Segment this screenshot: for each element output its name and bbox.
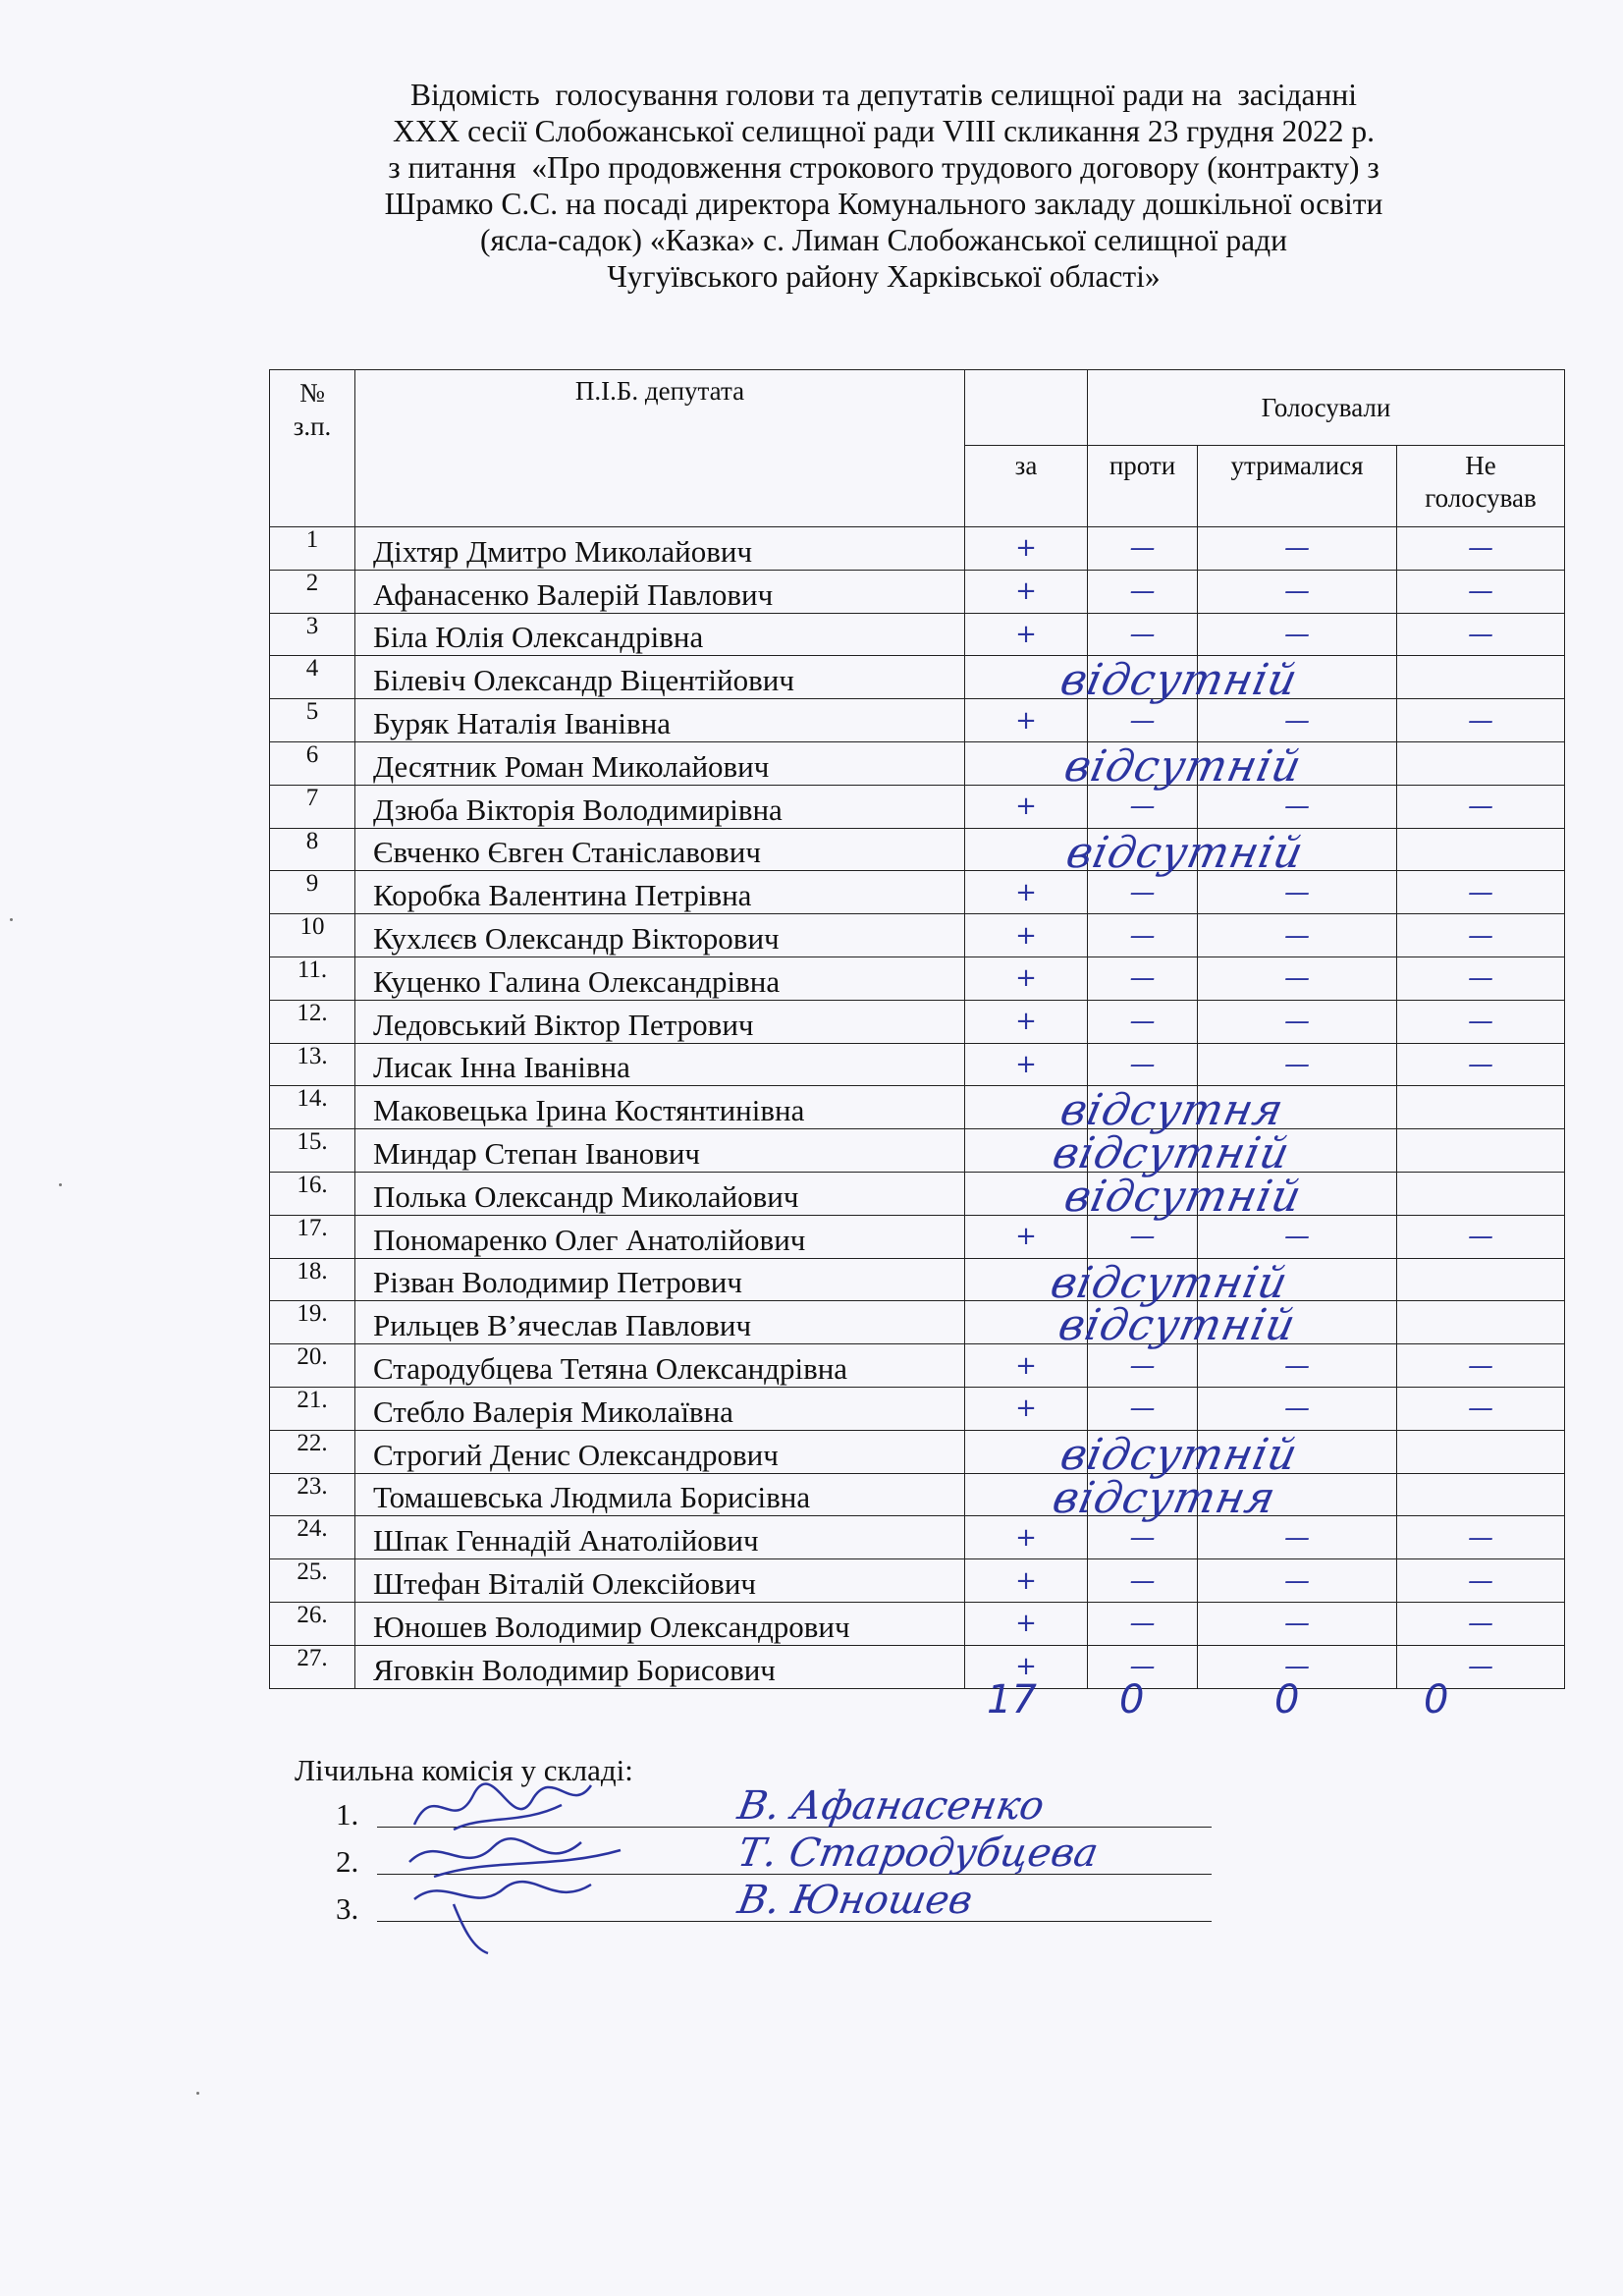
member-name: Т. Стародубцева: [733, 1831, 1102, 1876]
table-row: [270, 1473, 1565, 1516]
header-not-voted-line: Не: [1465, 451, 1496, 480]
vote-against: —: [1088, 699, 1198, 742]
total-for: 17: [987, 1677, 1037, 1722]
vote-against: [1088, 1086, 1198, 1129]
vote-not-voted: —: [1397, 1215, 1565, 1258]
absent-note: відсутній: [1059, 740, 1307, 792]
vote-against: [1088, 1258, 1198, 1301]
voting-table: [269, 369, 1565, 1689]
table-row: [270, 1258, 1565, 1301]
table-row: [270, 1344, 1565, 1388]
vote-against: [1088, 828, 1198, 871]
deputy-name: Строгий Денис Олександрович: [355, 1430, 965, 1473]
vote-not-voted: [1397, 1086, 1565, 1129]
vote-against: [1088, 1129, 1198, 1173]
table-row: [270, 1602, 1565, 1645]
deputy-name: Юношев Володимир Олександрович: [355, 1602, 965, 1645]
table-row: [270, 1000, 1565, 1043]
vote-for: [965, 1128, 1295, 1179]
deputy-name: Штефан Віталій Олексійович: [355, 1559, 965, 1603]
vote-for: +: [965, 699, 1088, 742]
vote-for: [965, 1257, 1293, 1308]
deputy-name: Томашевська Людмила Борисівна: [355, 1473, 965, 1516]
vote-for: +: [965, 1043, 1088, 1086]
absent-note: відсутній: [1059, 1171, 1307, 1222]
member-name: В. Юношев: [733, 1878, 976, 1923]
row-number: 24.: [270, 1516, 355, 1559]
signature-scribble: [395, 1870, 650, 1958]
vote-abstain: —: [1198, 1387, 1397, 1430]
table-row: [270, 570, 1565, 613]
total-against: 0: [1119, 1677, 1145, 1722]
table-row: [270, 1301, 1565, 1344]
table-row: [270, 1172, 1565, 1215]
vote-against: —: [1088, 1215, 1198, 1258]
vote-against: —: [1088, 1000, 1198, 1043]
vote-for: [965, 655, 1303, 706]
vote-for: +: [965, 957, 1088, 1000]
row-number: 27.: [270, 1645, 355, 1688]
vote-not-voted: —: [1397, 570, 1565, 613]
deputy-name: Полька Олександр Миколайович: [355, 1172, 965, 1215]
scan-speck: [196, 2092, 199, 2095]
deputy-name: Коробка Валентина Петрівна: [355, 871, 965, 914]
vote-for: +: [965, 785, 1088, 828]
deputy-name: Біла Юлія Олександрівна: [355, 613, 965, 656]
voting-table-body: [270, 527, 1565, 1689]
row-number: 17.: [270, 1215, 355, 1258]
table-row: [270, 656, 1565, 699]
deputy-name: Кухлєєв Олександр Вікторович: [355, 914, 965, 957]
vote-against: —: [1088, 1645, 1198, 1688]
vote-abstain: —: [1198, 570, 1397, 613]
deputy-name: Стебло Валерія Миколаївна: [355, 1387, 965, 1430]
vote-abstain: —: [1198, 1000, 1397, 1043]
row-number: 16.: [270, 1172, 355, 1215]
vote-against: [1088, 741, 1198, 785]
vote-not-voted: [1397, 1172, 1565, 1215]
table-row: [270, 914, 1565, 957]
vote-abstain: —: [1198, 1043, 1397, 1086]
absent-note: відсутня: [1048, 1472, 1281, 1523]
vote-for: +: [965, 1559, 1088, 1603]
vote-not-voted: [1397, 1129, 1565, 1173]
absent-note: відсутній: [1061, 827, 1309, 878]
table-row: [270, 785, 1565, 828]
table-row: [270, 1430, 1565, 1473]
vote-abstain: [1198, 1086, 1397, 1129]
absent-note: відсутній: [1055, 655, 1303, 706]
deputy-name: Лисак Інна Іванівна: [355, 1043, 965, 1086]
table-row: [270, 1086, 1565, 1129]
member-number: 2.: [336, 1844, 359, 1879]
deputy-name: Пономаренко Олег Анатолійович: [355, 1215, 965, 1258]
header-blank: [965, 370, 1088, 446]
deputy-name: Білевіч Олександр Віцентійович: [355, 656, 965, 699]
absent-note: відсутній: [1048, 1128, 1295, 1179]
row-number: 3: [270, 613, 355, 656]
row-number: 22.: [270, 1430, 355, 1473]
vote-abstain: [1198, 1258, 1397, 1301]
total-abstain: 0: [1274, 1677, 1300, 1722]
vote-for: [965, 1472, 1281, 1523]
vote-for: +: [965, 1215, 1088, 1258]
vote-for: [965, 740, 1307, 792]
vote-abstain: —: [1198, 957, 1397, 1000]
vote-against: —: [1088, 613, 1198, 656]
title-line: Відомість голосування голови та депутатів селищної ради на засіданні: [410, 78, 1357, 112]
vote-not-voted: —: [1397, 1387, 1565, 1430]
scan-speck: [59, 1183, 62, 1186]
header-number: [270, 370, 355, 527]
vote-not-voted: —: [1397, 699, 1565, 742]
vote-abstain: —: [1198, 1516, 1397, 1559]
table-row: [270, 1516, 1565, 1559]
deputy-name: Афанасенко Валерій Павлович: [355, 570, 965, 613]
header-number-line: №: [299, 378, 325, 408]
vote-abstain: [1198, 1172, 1397, 1215]
vote-not-voted: [1397, 1301, 1565, 1344]
vote-not-voted: —: [1397, 957, 1565, 1000]
row-number: 6: [270, 741, 355, 785]
table-row: [270, 741, 1565, 785]
deputy-name: Рильцев В’ячеслав Павлович: [355, 1301, 965, 1344]
table-row: [270, 957, 1565, 1000]
vote-against: —: [1088, 570, 1198, 613]
scan-speck: [10, 918, 13, 921]
commission-label: Лічильна комісія у складі:: [295, 1753, 633, 1787]
vote-against: —: [1088, 1602, 1198, 1645]
absent-note: відсутня: [1055, 1085, 1289, 1136]
table-row: [270, 1129, 1565, 1173]
header-for: за: [965, 446, 1088, 527]
vote-for: +: [965, 527, 1088, 571]
total-not-voted: 0: [1424, 1677, 1449, 1722]
title-line: XXX сесії Слобожанської селищної ради VIII скликання 23 грудня 2022 р.: [392, 114, 1375, 148]
row-number: 19.: [270, 1301, 355, 1344]
deputy-name: Різван Володимир Петрович: [355, 1258, 965, 1301]
vote-for: +: [965, 1344, 1088, 1388]
deputy-name: Стародубцева Тетяна Олександрівна: [355, 1344, 965, 1388]
absent-note: відсутній: [1054, 1300, 1301, 1351]
vote-for: +: [965, 914, 1088, 957]
row-number: 7: [270, 785, 355, 828]
row-number: 23.: [270, 1473, 355, 1516]
member-number: 1.: [336, 1797, 359, 1831]
row-number: 9: [270, 871, 355, 914]
absent-note: відсутній: [1046, 1257, 1293, 1308]
member-number: 3.: [336, 1891, 359, 1926]
vote-for: +: [965, 1000, 1088, 1043]
row-number: 26.: [270, 1602, 355, 1645]
header-number-line: з.п.: [293, 411, 332, 441]
vote-against: —: [1088, 1344, 1198, 1388]
title-line: Чугуївського району Харківської області»: [607, 259, 1161, 294]
vote-against: [1088, 1172, 1198, 1215]
row-number: 14.: [270, 1086, 355, 1129]
row-number: 13.: [270, 1043, 355, 1086]
vote-not-voted: —: [1397, 613, 1565, 656]
vote-against: —: [1088, 914, 1198, 957]
vote-abstain: —: [1198, 1344, 1397, 1388]
member-name: В. Афанасенко: [733, 1783, 1048, 1829]
vote-not-voted: [1397, 1473, 1565, 1516]
table-row: [270, 613, 1565, 656]
vote-against: —: [1088, 1043, 1198, 1086]
table-row: [270, 1559, 1565, 1603]
vote-against: —: [1088, 871, 1198, 914]
row-number: 18.: [270, 1258, 355, 1301]
document-title: [275, 77, 1492, 295]
vote-not-voted: —: [1397, 1559, 1565, 1603]
vote-for: +: [965, 1645, 1088, 1688]
table-row: [270, 1645, 1565, 1688]
vote-not-voted: —: [1397, 527, 1565, 571]
vote-against: —: [1088, 1559, 1198, 1603]
vote-for: [965, 1171, 1307, 1222]
vote-abstain: —: [1198, 1602, 1397, 1645]
vote-abstain: [1198, 828, 1397, 871]
table-row: [270, 871, 1565, 914]
vote-for: +: [965, 613, 1088, 656]
vote-not-voted: —: [1397, 1602, 1565, 1645]
deputy-name: Ледовський Віктор Петрович: [355, 1000, 965, 1043]
deputy-name: Буряк Наталія Іванівна: [355, 699, 965, 742]
vote-against: —: [1088, 1387, 1198, 1430]
vote-abstain: —: [1198, 871, 1397, 914]
deputy-name: Шпак Геннадій Анатолійович: [355, 1516, 965, 1559]
vote-against: [1088, 656, 1198, 699]
vote-for: +: [965, 871, 1088, 914]
vote-against: —: [1088, 785, 1198, 828]
vote-abstain: —: [1198, 613, 1397, 656]
vote-not-voted: —: [1397, 871, 1565, 914]
header-abstain: утрималися: [1198, 446, 1397, 527]
title-line: (ясла-садок) «Казка» с. Лиман Слобожанської селищної ради: [479, 223, 1288, 257]
table-row: [270, 527, 1565, 571]
deputy-name: Миндар Степан Іванович: [355, 1129, 965, 1173]
row-number: 21.: [270, 1387, 355, 1430]
vote-not-voted: —: [1397, 914, 1565, 957]
vote-not-voted: [1397, 656, 1565, 699]
vote-not-voted: [1397, 1258, 1565, 1301]
vote-not-voted: [1397, 741, 1565, 785]
row-number: 20.: [270, 1344, 355, 1388]
vote-abstain: [1198, 1473, 1397, 1516]
vote-abstain: —: [1198, 1215, 1397, 1258]
vote-abstain: —: [1198, 1559, 1397, 1603]
title-line: Шрамко С.С. на посаді директора Комунального закладу дошкільної освіти: [384, 187, 1383, 221]
vote-for: +: [965, 570, 1088, 613]
vote-not-voted: —: [1397, 1516, 1565, 1559]
title-line: з питання «Про продовження строкового трудового договору (контракту) з: [388, 150, 1380, 185]
vote-against: —: [1088, 1516, 1198, 1559]
row-number: 11.: [270, 957, 355, 1000]
vote-for: [965, 1300, 1301, 1351]
row-number: 1: [270, 527, 355, 571]
vote-abstain: [1198, 1129, 1397, 1173]
row-number: 15.: [270, 1129, 355, 1173]
vote-against: [1088, 1301, 1198, 1344]
vote-not-voted: —: [1397, 1000, 1565, 1043]
header-not-voted: [1397, 446, 1565, 527]
vote-not-voted: [1397, 828, 1565, 871]
vote-abstain: —: [1198, 914, 1397, 957]
vote-not-voted: —: [1397, 1645, 1565, 1688]
deputy-name: Куценко Галина Олександрівна: [355, 957, 965, 1000]
vote-not-voted: —: [1397, 1043, 1565, 1086]
vote-abstain: [1198, 741, 1397, 785]
header-name: П.І.Б. депутата: [355, 370, 965, 527]
vote-abstain: —: [1198, 1645, 1397, 1688]
row-number: 25.: [270, 1559, 355, 1603]
vote-for: [965, 1085, 1289, 1136]
vote-against: —: [1088, 527, 1198, 571]
vote-abstain: [1198, 1301, 1397, 1344]
vote-against: [1088, 1430, 1198, 1473]
vote-for: [965, 1429, 1303, 1480]
header-voted: Голосували: [1088, 370, 1565, 446]
deputy-name: Євченко Євген Станіславович: [355, 828, 965, 871]
row-number: 8: [270, 828, 355, 871]
deputy-name: Десятник Роман Миколайович: [355, 741, 965, 785]
header-against: проти: [1088, 446, 1198, 527]
vote-abstain: —: [1198, 785, 1397, 828]
vote-not-voted: [1397, 1430, 1565, 1473]
vote-for: [965, 827, 1309, 878]
row-number: 4: [270, 656, 355, 699]
deputy-name: Діхтяр Дмитро Миколайович: [355, 527, 965, 571]
absent-note: відсутній: [1055, 1429, 1303, 1480]
table-row: [270, 699, 1565, 742]
table-row: [270, 1043, 1565, 1086]
vote-abstain: —: [1198, 699, 1397, 742]
header-not-voted-line: голосував: [1425, 483, 1537, 513]
vote-abstain: [1198, 1430, 1397, 1473]
vote-not-voted: —: [1397, 1344, 1565, 1388]
vote-for: +: [965, 1387, 1088, 1430]
table-row: [270, 1215, 1565, 1258]
row-number: 5: [270, 699, 355, 742]
vote-for: +: [965, 1602, 1088, 1645]
table-row: [270, 828, 1565, 871]
row-number: 2: [270, 570, 355, 613]
vote-abstain: [1198, 656, 1397, 699]
row-number: 10: [270, 914, 355, 957]
vote-abstain: —: [1198, 527, 1397, 571]
commission-member: [336, 1878, 1219, 1931]
deputy-name: Яговкін Володимир Борисович: [355, 1645, 965, 1688]
deputy-name: Маковецька Ірина Костянтинівна: [355, 1086, 965, 1129]
vote-against: [1088, 1473, 1198, 1516]
row-number: 12.: [270, 1000, 355, 1043]
deputy-name: Дзюба Вікторія Володимирівна: [355, 785, 965, 828]
table-row: [270, 1387, 1565, 1430]
vote-against: —: [1088, 957, 1198, 1000]
vote-for: +: [965, 1516, 1088, 1559]
vote-not-voted: —: [1397, 785, 1565, 828]
